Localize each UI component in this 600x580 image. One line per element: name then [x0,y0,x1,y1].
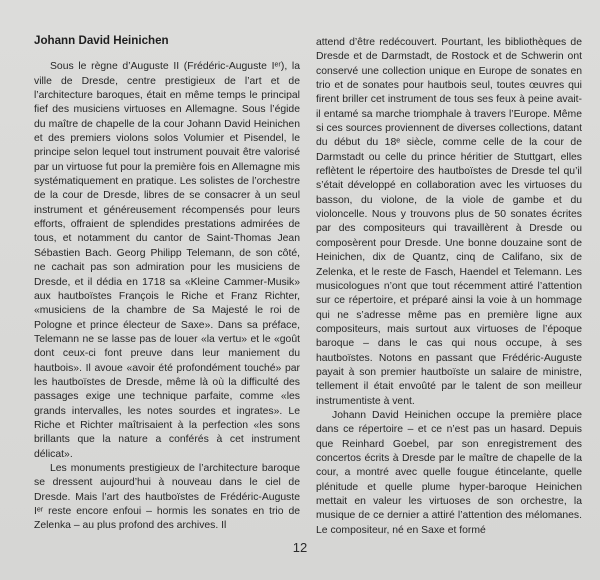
left-paragraph-2: Les monuments prestigieux de l’architecture baroque se dressent aujourd’hui à nouveau dans le ciel de Dresde. Mais l’art des hautboïstes de Frédéric-Auguste Iᵉʳ reste encore enfoui – hormis les sonates en trio de Zelenka – au plus profond des archives. Il [34,462,300,532]
page-number: 12 [292,540,308,555]
left-column [34,34,300,534]
left-paragraph-1: Sous le règne d’Auguste II (Frédéric-Auguste Iᵉʳ), la ville de Dresde, centre prestigieux de l’art et de l’architecture baroques, était en même temps le principal fief des musiciens virtuoses en Allemagne. Sous l’égide du maître de chapelle de la cour Johann David Heinichen et des premiers violons solos Volumier et Pisendel, le principe selon lequel tout instrument pouvait être valorisé par un virtuose fut pour la première fois en Allemagne mis systématiquement en pratique. Les solistes de l’orchestre de la cour de Dresde, libres de se consacrer à un seul instrument et généreusement récompensés pour leurs efforts, offraient de splendides prestations admirées de tous, et notamment du cantor de Saint-Thomas Jean Sébastien Bach. Georg Philipp Telemann, de son côté, ne cachait pas son admiration pour les musiciens de Dresde, et il dédia en 1718 sa «Kleine Cammer-Musik» aux hautboïstes François le Riche et Franz Richter, «musiciens de la chambre de Sa Majesté le roi de Pologne et prince électeur de Saxe». Dans sa préface, Telemann ne se lasse pas de louer «la vertu» et le «goût dont ceux-ci font preuve dans leur maniement du hautbois». Il avoue «avoir été profondément touché» par les hautboïstes de Dresde, même là où la difficulté des passages exige une technique parfaite, comme «les grands intervalles, les notes sourdes et ingrates». Le Riche et Richter maîtrisaient à la perfection «les sons brillants que la nature a conférés à cet instrument délicat». [34,61,300,460]
article-title: Johann David Heinichen [34,34,169,47]
right-paragraph-2: Johann David Heinichen occupe la première place dans ce répertoire – et ce n’est pas un hasard. Depuis que Reinhard Goebel, par son enregistrement des concertos écrits à Dresde par le maître de chapelle de la cour, a montré avec quelle fougue étincelante, quelle plénitude et quelle plume hyper-baroque Heinichen mettait en valeur les virtuoses de son orchestre, la musique de ce dernier a attiré l’attention des mélomanes. Le compositeur, né en Saxe et formé [316,409,582,536]
right-paragraph-1: attend d’être redécouvert. Pourtant, les bibliothèques de Dresde et de Darmstadt, de Rostock et de Schwerin ont conservé une collection unique en Europe de sonates en trio et de sonates pour hautbois seul, toutes œuvres qui firent briller cet instrument de tous ses feux à peine avait-il entamé sa marche triomphale à travers l’Europe. Même si ces sources proviennent de diverses collections, datant du début du 18ᵉ siècle, comme celle de la cour de Darmstadt ou celle du prince héritier de Stuttgart, elles reflètent le répertoire des hautboïstes de Dresde tel qu’il s’était développé en collaboration avec les virtuoses du basson, du violone, de la viole de gambe et du violoncelle. Nous y trouvons plus de 50 sonates écrites par des compositeurs qui travaillèrent à Dresde ou composèrent pour Dresde. Une bonne douzaine sont de Heinichen, dix de Quantz, cinq de Califano, six de Zelenka, et le reste de Fasch, Haendel et Telemann. Les musicologues n’ont que tout récemment attiré l’attention sur ce répertoire, et préparé ainsi la voie à un hommage qui ne s’adresse même pas en première ligne aux compositeurs, mais surtout aux virtuoses de l’époque baroque – dans le cas qui nous occupe, à ses hautboïstes. Notons en passant que Frédéric-Auguste payait à son premier hautboïste un salaire de ministre, tellement il était envoûté par le talent de son meilleur instrumentiste à vent. [316,37,582,407]
right-column [316,36,582,538]
